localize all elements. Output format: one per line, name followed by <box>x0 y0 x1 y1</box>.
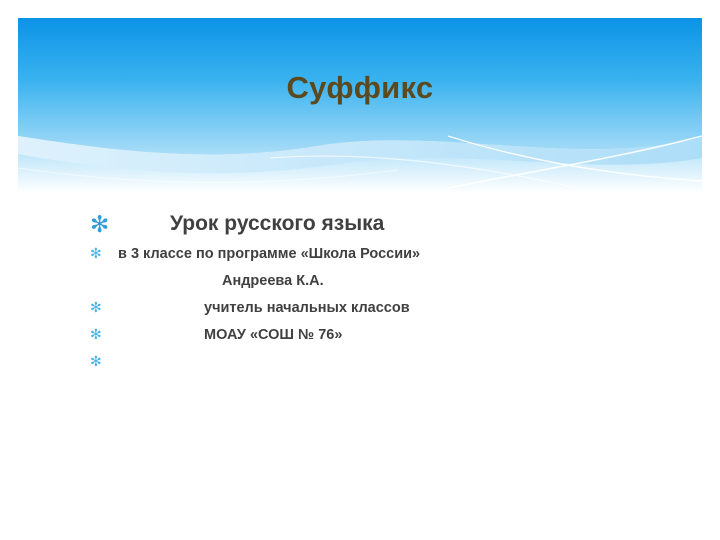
slide-banner-graphic <box>18 18 702 193</box>
list-item-label: Андреева К.А. <box>222 273 324 289</box>
list-item <box>90 246 650 262</box>
list-item-label: в 3 классе по программе «Школа России» <box>118 246 421 262</box>
slide-body <box>90 212 650 370</box>
asterisk-bullet-icon: ✻ <box>90 210 110 237</box>
list-item-label: учитель начальных классов <box>204 300 410 316</box>
asterisk-bullet-icon: ✻ <box>90 245 102 261</box>
asterisk-bullet-icon: ✻ <box>90 353 102 369</box>
spacer <box>90 264 650 273</box>
asterisk-bullet-icon: ✻ <box>90 299 102 315</box>
list-item-label: МОАУ «СОШ № 76» <box>204 327 343 343</box>
spacer <box>90 345 650 354</box>
spacer <box>90 291 650 300</box>
asterisk-bullet-icon: ✻ <box>90 326 102 342</box>
heading-text: Урок русского языка <box>170 212 385 235</box>
page-title: Суффикс <box>286 70 434 105</box>
list-item <box>90 273 650 289</box>
list-item <box>90 354 650 368</box>
heading-line <box>90 212 650 236</box>
list-item <box>90 300 650 316</box>
list-item <box>90 327 650 343</box>
spacer <box>90 318 650 327</box>
